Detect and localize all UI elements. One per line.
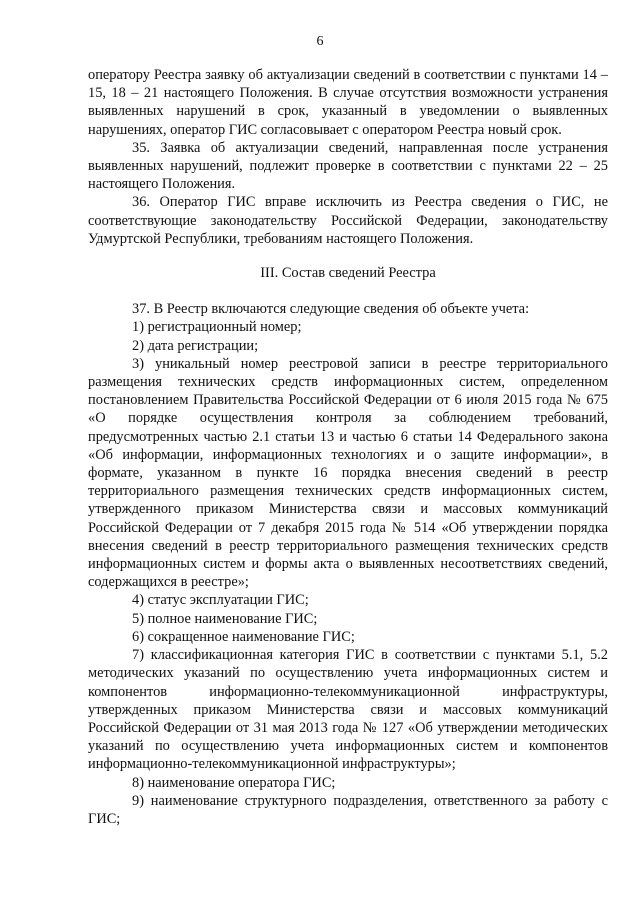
paragraph-continuation: оператору Реестра заявку об актуализации сведений в соответствии с пунктами 14 – 15, 18 – 21 настоящего Положения. В случае отсутствия возможности устранения выявленных нарушений в срок, указанный в уведомлении о выявленных нарушениях, оператор ГИС согласовывает с оператором Реестра новый срок. (88, 67, 608, 138)
list-item: 4) статус эксплуатации ГИС; (132, 592, 309, 609)
document-body (88, 66, 608, 828)
list-item: 2) дата регистрации; (132, 337, 259, 354)
list-item: 7) классификационная категория ГИС в соответствии с пунктами 5.1, 5.2 методических указаний по осуществлению учета информационных систем и компонентов информационно-телекоммуникационной инфраструктуры, утвержденных приказом Министерства связи и массовых коммуникаций Российской Федерации от 31 мая 2013 года № 127 «Об утверждении методических указаний по осуществлению учета информационных систем и компонентов информационно-телекоммуникационной инфраструктуры»; (88, 647, 608, 773)
list-item: 5) полное наименование ГИС; (132, 610, 318, 627)
page-number: 6 (316, 34, 324, 49)
list-item: 1) регистрационный номер; (132, 319, 302, 336)
list-item: 8) наименование оператора ГИС; (132, 774, 336, 791)
list-item: 9) наименование структурного подразделения, ответственного за работу с ГИС; (88, 792, 608, 827)
list-item: 6) сокращенное наименование ГИС; (132, 628, 355, 645)
section-heading: III. Состав сведений Реестра (260, 265, 436, 282)
list-item: 3) уникальный номер реестровой записи в реестре территориального размещения технических средств информационных систем, определенном постановлением Правительства Российской Федерации от 6 июля 2015 года № 675 «О порядке осуществления контроля за соблюдением требований, предусмотренных частью 2.1 статьи 13 и частью 6 статьи 14 Федерального закона «Об информации, информационных технологиях и о защите информации», в формате, указанном в пункте 16 порядка внесения сведений в реестр территориального размещения технических средств информационных систем, утвержденного приказом Министерства связи и массовых коммуникаций Российской Федерации от 7 декабря 2015 года № 514 «Об утверждении порядка внесения сведений в реестр территориального размещения технических средств информационных систем и формы акта о выявленных несоответствиях сведений, содержащихся в реестре»; (88, 355, 608, 591)
paragraph-35: 35. Заявка об актуализации сведений, направленная после устранения выявленных нарушений, подлежит проверке в соответствии с пунктами 22 – 25 настоящего Положения. (88, 139, 608, 193)
paragraph-37-intro: 37. В Реестр включаются следующие сведения об объекте учета: (132, 301, 530, 318)
paragraph-36: 36. Оператор ГИС вправе исключить из Реестра сведения о ГИС, не соответствующие законодательству Российской Федерации, законодательству Удмуртской Республики, требованиям настоящего Положения. (88, 194, 608, 247)
